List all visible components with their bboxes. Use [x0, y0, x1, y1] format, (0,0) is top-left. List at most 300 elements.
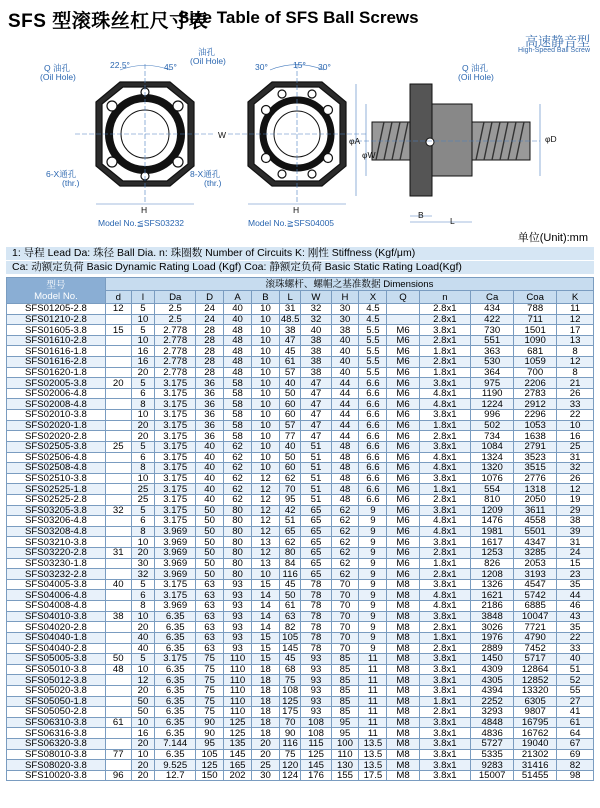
table-cell: 1621	[471, 590, 514, 601]
table-cell: 39	[557, 526, 594, 537]
table-cell: 31	[105, 548, 131, 559]
table-cell: 5.5	[359, 335, 387, 346]
table-cell: 32	[131, 569, 155, 580]
table-cell: 7452	[514, 643, 557, 654]
table-row	[7, 441, 594, 452]
table-cell: 29	[557, 505, 594, 516]
table-row	[7, 707, 594, 718]
table-cell	[105, 526, 131, 537]
table-cell: 38	[301, 357, 331, 368]
table-cell: 58	[224, 378, 252, 389]
table-row	[7, 579, 594, 590]
table-cell: 64	[557, 728, 594, 739]
table-cell: M6	[387, 537, 419, 548]
table-cell: 36	[196, 399, 224, 410]
table-cell: 20	[131, 685, 155, 696]
table-cell: 734	[471, 431, 514, 442]
table-cell: 80	[224, 526, 252, 537]
table-cell: 27	[557, 696, 594, 707]
table-cell: 40	[105, 579, 131, 590]
table-cell: 12	[252, 548, 280, 559]
table-cell: M6	[387, 367, 419, 378]
table-cell: 9283	[471, 760, 514, 771]
table-cell: 18	[252, 707, 280, 718]
table-cell: 2.5	[155, 314, 196, 325]
table-row	[7, 696, 594, 707]
table-cell: 40	[196, 484, 224, 495]
model-cell: SFS02505-3.8	[7, 441, 106, 452]
table-cell: 95	[196, 738, 224, 749]
table-cell: 6.6	[359, 399, 387, 410]
table-cell: 3.175	[155, 388, 196, 399]
table-cell: 3.8x1	[419, 579, 471, 590]
table-cell: 78	[301, 590, 331, 601]
table-cell: 1318	[514, 484, 557, 495]
table-cell: M6	[387, 452, 419, 463]
table-cell: 10	[252, 388, 280, 399]
table-cell: 28	[196, 325, 224, 336]
table-cell: 65	[301, 558, 331, 569]
dim-b: B	[418, 210, 424, 220]
table-cell: 1638	[514, 431, 557, 442]
table-cell: 14	[252, 622, 280, 633]
table-cell	[105, 707, 131, 718]
table-cell: 12	[557, 484, 594, 495]
table-cell: M8	[387, 643, 419, 654]
table-cell: 38	[105, 611, 131, 622]
table-cell: 8	[557, 346, 594, 357]
angle-22-5: 22.5°	[110, 60, 130, 70]
model-cell: SFS01616-1.8	[7, 346, 106, 357]
table-cell: 10	[131, 335, 155, 346]
table-cell: 95	[331, 728, 359, 739]
table-cell: 6.35	[155, 643, 196, 654]
series-label-en: High-Speed Ball Screw	[518, 47, 590, 54]
table-cell: M6	[387, 526, 419, 537]
table-cell: 28	[196, 335, 224, 346]
table-cell: 28	[196, 357, 224, 368]
table-cell: 5.5	[359, 325, 387, 336]
table-row	[7, 452, 594, 463]
table-cell: 23	[557, 569, 594, 580]
col-header: X	[359, 291, 387, 304]
table-cell: 5335	[471, 749, 514, 760]
table-cell: 70	[331, 601, 359, 612]
table-cell: 62	[331, 548, 359, 559]
table-cell: 57	[279, 420, 300, 431]
table-row	[7, 664, 594, 675]
table-cell: 62	[224, 463, 252, 474]
table-cell: 6.35	[155, 728, 196, 739]
table-cell: 77	[105, 749, 131, 760]
table-cell: 32	[301, 314, 331, 325]
table-cell: 57	[279, 367, 300, 378]
table-cell: M8	[387, 590, 419, 601]
table-cell: 82	[557, 760, 594, 771]
table-cell: 80	[224, 505, 252, 516]
table-cell: 6.6	[359, 484, 387, 495]
table-cell: 47	[301, 431, 331, 442]
table-cell: 3.8x1	[419, 410, 471, 421]
table-cell: 40	[196, 441, 224, 452]
legend-line-2: Ca: 动额定负荷 Basic Dynamic Rating Load (Kgf) Coa: 静额定负荷 Basic Static Rating Load(Kgf)	[6, 261, 594, 274]
table-cell: 78	[301, 611, 331, 622]
table-cell: 38	[279, 325, 300, 336]
table-cell: 19	[557, 494, 594, 505]
table-row	[7, 388, 594, 399]
table-cell: M6	[387, 516, 419, 527]
table-row	[7, 569, 594, 580]
table-cell: 62	[224, 494, 252, 505]
table-row	[7, 675, 594, 686]
table-cell: 105	[196, 749, 224, 760]
table-cell: 93	[301, 675, 331, 686]
table-cell: 2.8x1	[419, 622, 471, 633]
table-cell: 10	[252, 378, 280, 389]
table-cell: M8	[387, 760, 419, 771]
table-cell: 434	[471, 304, 514, 315]
table-cell: 80	[279, 548, 300, 559]
model-cell: SFS01605-3.8	[7, 325, 106, 336]
table-cell: 1.8x1	[419, 632, 471, 643]
table-cell: 11	[359, 696, 387, 707]
table-cell: 96	[105, 770, 131, 781]
table-cell: 2186	[471, 601, 514, 612]
table-cell: 16762	[514, 728, 557, 739]
table-cell: 48	[331, 494, 359, 505]
table-cell: 28	[196, 367, 224, 378]
model-cell: SFS04020-2.8	[7, 622, 106, 633]
series-label-cn: 高速静音型	[524, 34, 590, 49]
table-cell: 1981	[471, 526, 514, 537]
table-cell: 2.8x1	[419, 357, 471, 368]
eight-hole-label: 8-X通孔	[190, 169, 221, 179]
table-cell: 176	[301, 770, 331, 781]
table-cell: 51	[301, 441, 331, 452]
table-cell: 11	[359, 685, 387, 696]
table-cell: 60	[279, 399, 300, 410]
table-cell: 50	[196, 569, 224, 580]
table-cell: 12852	[514, 675, 557, 686]
table-cell: 62	[224, 473, 252, 484]
table-cell: 1.8x1	[419, 346, 471, 357]
table-cell: 3.8x1	[419, 441, 471, 452]
table-cell: 4558	[514, 516, 557, 527]
table-cell: 10047	[514, 611, 557, 622]
table-cell: 93	[224, 632, 252, 643]
dim-h-b: H	[293, 205, 300, 215]
model-cell: SFS02006-4.8	[7, 388, 106, 399]
table-cell: 110	[224, 707, 252, 718]
model-cell: SFS02506-4.8	[7, 452, 106, 463]
table-cell: 2.8x1	[419, 548, 471, 559]
table-cell: 44	[331, 420, 359, 431]
table-cell: 6	[131, 516, 155, 527]
model-cell: SFS06320-3.8	[7, 738, 106, 749]
table-cell: 36	[196, 388, 224, 399]
table-cell: 810	[471, 494, 514, 505]
model-cell: SFS03232-2.8	[7, 569, 106, 580]
table-cell: 70	[331, 611, 359, 622]
page-title-en: Size Table of SFS Ball Screws	[178, 8, 419, 27]
table-cell: 6.35	[155, 632, 196, 643]
table-row	[7, 537, 594, 548]
table-cell: 12	[105, 304, 131, 315]
model-cell: SFS01620-1.8	[7, 367, 106, 378]
model-cell: SFS01610-2.8	[7, 335, 106, 346]
model-cell: SFS02010-3.8	[7, 410, 106, 421]
table-cell: 75	[196, 696, 224, 707]
table-cell: 10	[252, 335, 280, 346]
table-cell: 21302	[514, 749, 557, 760]
table-cell: 116	[279, 738, 300, 749]
table-cell: 48	[331, 452, 359, 463]
table-cell: 38	[301, 335, 331, 346]
model-range-a: Model No.≦SFS03232	[98, 218, 185, 228]
table-cell: 3.8x1	[419, 760, 471, 771]
table-cell: 47	[301, 388, 331, 399]
table-cell: 47	[301, 420, 331, 431]
table-cell: 13320	[514, 685, 557, 696]
table-cell: 10	[252, 325, 280, 336]
six-hole-label: 6-X通孔	[46, 169, 77, 179]
table-cell: 44	[557, 590, 594, 601]
table-cell: 6.35	[155, 685, 196, 696]
table-cell: 61	[279, 357, 300, 368]
table-cell: 2.8x1	[419, 643, 471, 654]
table-cell: M6	[387, 420, 419, 431]
table-cell: 11	[359, 717, 387, 728]
table-cell: 5717	[514, 654, 557, 665]
table-cell: 4.8x1	[419, 388, 471, 399]
table-cell: 16	[131, 346, 155, 357]
table-cell: 6.6	[359, 378, 387, 389]
table-cell: 9	[359, 526, 387, 537]
table-cell: 6.35	[155, 707, 196, 718]
model-cell: SFS03220-2.8	[7, 548, 106, 559]
table-cell: 3.969	[155, 558, 196, 569]
table-cell: 38	[301, 346, 331, 357]
table-cell: 4309	[471, 664, 514, 675]
table-cell: 30	[131, 558, 155, 569]
table-cell: 78	[301, 643, 331, 654]
table-cell: 70	[331, 579, 359, 590]
table-cell: 4305	[471, 675, 514, 686]
table-cell: 1076	[471, 473, 514, 484]
table-cell: 125	[224, 728, 252, 739]
table-cell: 6.6	[359, 463, 387, 474]
dim-h-a: H	[141, 205, 148, 215]
table-cell: 21	[557, 378, 594, 389]
table-cell	[105, 473, 131, 484]
table-cell: 1.8x1	[419, 484, 471, 495]
table-cell: 145	[224, 749, 252, 760]
table-cell: 51	[301, 484, 331, 495]
table-cell: 2206	[514, 378, 557, 389]
table-cell: 9	[359, 569, 387, 580]
table-cell: 2.8x1	[419, 304, 471, 315]
table-cell: 40	[224, 304, 252, 315]
model-cell: SFS01210-2.8	[7, 314, 106, 325]
table-cell: 4.5	[359, 314, 387, 325]
table-row	[7, 643, 594, 654]
table-cell: 48	[224, 325, 252, 336]
model-cell: SFS08010-3.8	[7, 749, 106, 760]
table-cell: 3.8x1	[419, 728, 471, 739]
table-cell: 20	[252, 738, 280, 749]
table-cell	[105, 760, 131, 771]
table-cell: 3.8x1	[419, 537, 471, 548]
table-cell: 3.969	[155, 601, 196, 612]
table-cell: 10	[252, 569, 280, 580]
table-cell: 3.8x1	[419, 611, 471, 622]
q-oil-hole-label-a: Q 油孔	[44, 63, 70, 73]
table-cell: 1209	[471, 505, 514, 516]
table-cell: M6	[387, 558, 419, 569]
table-cell: 6	[131, 590, 155, 601]
table-cell: 30	[252, 770, 280, 781]
table-cell: 50	[279, 452, 300, 463]
table-cell: 48	[224, 335, 252, 346]
table-cell: 40	[196, 473, 224, 484]
model-cell: SFS05010-3.8	[7, 664, 106, 675]
table-cell: 4.8x1	[419, 463, 471, 474]
table-cell: 2.778	[155, 367, 196, 378]
table-cell: 16795	[514, 717, 557, 728]
table-cell: 1253	[471, 548, 514, 559]
table-cell: 13.5	[359, 749, 387, 760]
table-row	[7, 622, 594, 633]
table-cell: 2912	[514, 399, 557, 410]
table-cell: 69	[557, 749, 594, 760]
table-cell: 5.5	[359, 367, 387, 378]
table-cell: 40	[131, 643, 155, 654]
table-cell: 20	[131, 770, 155, 781]
table-cell: 65	[301, 548, 331, 559]
table-cell: 4848	[471, 717, 514, 728]
table-cell: 50	[279, 590, 300, 601]
table-cell: 17	[557, 325, 594, 336]
model-cell: SFS06316-3.8	[7, 728, 106, 739]
table-cell: 90	[279, 728, 300, 739]
table-cell: 25	[105, 441, 131, 452]
table-cell: 47	[301, 378, 331, 389]
table-cell: 9	[359, 516, 387, 527]
table-cell: 55	[557, 685, 594, 696]
table-cell	[105, 346, 131, 357]
table-cell: 70	[279, 484, 300, 495]
table-cell: 5	[131, 304, 155, 315]
table-cell: 3.8x1	[419, 378, 471, 389]
table-cell: 1324	[471, 452, 514, 463]
table-cell: 3.175	[155, 484, 196, 495]
table-cell: 93	[301, 685, 331, 696]
table-cell: 30	[331, 314, 359, 325]
table-cell: 110	[224, 696, 252, 707]
table-cell: 3.8x1	[419, 325, 471, 336]
table-cell: 93	[301, 664, 331, 675]
angle-45: 45°	[164, 62, 177, 72]
table-cell: 20	[131, 420, 155, 431]
table-cell: 82	[279, 622, 300, 633]
model-cell: SFS02525-2.8	[7, 494, 106, 505]
table-cell: 12	[252, 516, 280, 527]
table-cell: 108	[279, 685, 300, 696]
table-cell: 6	[131, 388, 155, 399]
table-cell: 711	[514, 314, 557, 325]
table-cell: 11	[359, 728, 387, 739]
table-cell: 40	[131, 632, 155, 643]
table-cell: 826	[471, 558, 514, 569]
table-cell: 5.5	[359, 357, 387, 368]
table-cell: 1501	[514, 325, 557, 336]
table-cell: 65	[301, 516, 331, 527]
table-cell: 48	[224, 357, 252, 368]
table-cell: 1224	[471, 399, 514, 410]
table-cell: 65	[301, 569, 331, 580]
table-cell	[105, 738, 131, 749]
table-cell: 25	[131, 494, 155, 505]
table-cell: 78	[301, 601, 331, 612]
table-cell: 3.8x1	[419, 675, 471, 686]
table-cell: 12	[557, 314, 594, 325]
table-cell: 75	[279, 749, 300, 760]
table-cell	[105, 558, 131, 569]
table-cell: 3.8x1	[419, 664, 471, 675]
table-row	[7, 505, 594, 516]
table-cell: 6.35	[155, 717, 196, 728]
table-cell: 3.8x1	[419, 749, 471, 760]
table-cell: 145	[301, 760, 331, 771]
table-cell: 20	[105, 378, 131, 389]
table-cell: 9	[359, 622, 387, 633]
table-cell: 90	[196, 728, 224, 739]
table-cell: 3515	[514, 463, 557, 474]
table-cell: 12	[557, 357, 594, 368]
table-cell: 26	[557, 473, 594, 484]
model-header-en: Model No.	[34, 290, 78, 302]
table-cell: 124	[279, 770, 300, 781]
col-header: L	[279, 291, 300, 304]
table-cell: M6	[387, 378, 419, 389]
table-cell: M6	[387, 569, 419, 580]
table-cell: 10	[131, 410, 155, 421]
table-cell: M6	[387, 410, 419, 421]
table-cell: 50	[196, 505, 224, 516]
table-row	[7, 410, 594, 421]
table-cell: 70	[331, 643, 359, 654]
table-cell: M6	[387, 399, 419, 410]
model-cell: SFS03206-4.8	[7, 516, 106, 527]
table-cell: M8	[387, 611, 419, 622]
table-cell: 10	[252, 463, 280, 474]
table-cell: 36	[196, 431, 224, 442]
table-row	[7, 654, 594, 665]
table-cell: 32	[557, 463, 594, 474]
table-cell: 25	[131, 484, 155, 495]
table-cell: 5501	[514, 526, 557, 537]
table-row	[7, 367, 594, 378]
table-cell: 50	[196, 516, 224, 527]
dimensions-header: 滚珠螺杆、螺帽之基准数据 Dimensions	[105, 278, 593, 291]
table-cell: 5742	[514, 590, 557, 601]
model-cell: SFS06310-3.8	[7, 717, 106, 728]
table-row	[7, 484, 594, 495]
table-cell: 10	[131, 537, 155, 548]
table-cell: 1617	[471, 537, 514, 548]
table-cell: 10	[252, 410, 280, 421]
table-cell: 93	[224, 622, 252, 633]
